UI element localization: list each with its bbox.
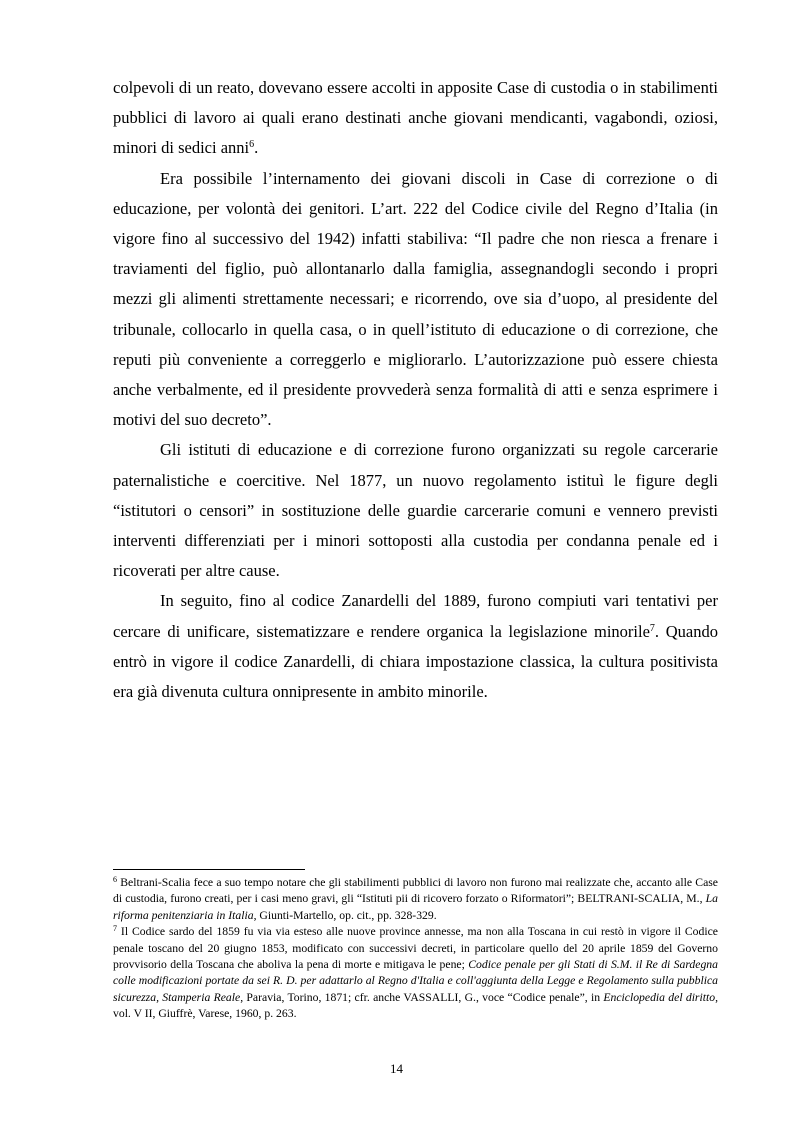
footnote-separator bbox=[113, 869, 305, 870]
footnote-6-text-a: Beltrani-Scalia fece a suo tempo notare che gli stabilimenti pubblici di lavoro non furono mai realizzate che, accanto alle Case di custodia, furono creati, per i casi meno gravi, gli “Istituti pii di ricovero forzato o Riformatori”; BELTRANI-SCALIA, M., bbox=[113, 876, 718, 906]
footnote-7 bbox=[113, 924, 718, 1022]
footnote-7-text-a: Il Codice sardo del 1859 fu via via esteso alle nuove province annesse, ma non alla Toscana in cui restò in vigore il Codice penale toscano del 20 giugno 1853, modificato con successivi decreti, in particolare quello del 20 aprile 1859 del Governo provvisorio della Toscana che aboliva la pena di morte e mitigava le pene; bbox=[113, 925, 718, 972]
footnote-6-text-b: , Giunti-Martello, op. cit., pp. 328-329. bbox=[253, 908, 437, 922]
footnote-6 bbox=[113, 875, 718, 924]
footnote-6-title: La riforma penitenziaria in Italia bbox=[113, 892, 718, 922]
footnote-6-number: 6 bbox=[113, 875, 117, 884]
footnote-7-text-c: , vol. V II, Giuffrè, Varese, 1960, p. 263. bbox=[113, 990, 718, 1021]
paragraph-3: Gli istituti di educazione e di correzione furono organizzati su regole carcerarie paternalistiche e coercitive. Nel 1877, un nuovo regolamento istituì le figure degli “istitutori o censori” in sostituzione delle guardie carcerarie comuni e vennero previsti interventi differenziati per i minori sottoposti alla custodia per condanna penale ed i ricoverati per altre cause. bbox=[113, 440, 718, 581]
paragraph-1-end: . bbox=[254, 138, 259, 158]
footnote-7-title: Codice penale per gli Stati di S.M. il Re di Sardegna colle modificazioni portate da sei R. D. per adattarlo al Regno d'Italia e coll'aggiunta della Legge e Regolamento sulla pubblica sicurezza, Stamperia Reale bbox=[113, 958, 718, 1004]
paragraph-4-end: . bbox=[654, 621, 660, 641]
footnotes bbox=[113, 875, 718, 1023]
page-number: 14 bbox=[390, 1061, 403, 1076]
paragraph-1-text: colpevoli di un reato, dovevano essere accolti in apposite Case di custodia o in stabilimenti pubblici di lavoro ai quali erano destinati anche giovani mendicanti, vagabondi, oziosi, minori di sedici anni bbox=[113, 78, 718, 158]
paragraph-2: Era possibile l’internamento dei giovani discoli in Case di correzione o di educazione, per volontà dei genitori. L’art. 222 del Codice civile del Regno d’Italia (in vigore fino al successivo del 1942) infatti stabiliva: “Il padre che non riesca a frenare i traviamenti del figlio, può allontanarlo dalla famiglia, assegnandogli secondo i propri mezzi gli alimenti strettamente necessari; e ricorrendo, ove sia d’uopo, al presidente del tribunale, collocarlo in quella casa, o in quell’istituto di educazione o di correzione, che reputi più conveniente a correggerlo e migliorarlo. L’autorizzazione può essere chiesta anche verbalmente, ed il presidente provvederà senza formalità di atti e senza esprimere i motivi del suo decreto”. bbox=[113, 168, 718, 430]
paragraph-4 bbox=[113, 586, 718, 707]
footnote-7-text-b: , Paravia, Torino, 1871; cfr. anche VASSALLI, G., voce “Codice penale”, in bbox=[240, 990, 604, 1004]
footnote-7-title-2: Enciclopedia del diritto bbox=[603, 990, 716, 1004]
footnote-7-number: 7 bbox=[113, 924, 117, 934]
paragraph-4-text: In seguito, fino al codice Zanardelli del 1889, furono compiuti vari tentativi per cercare di unificare, sistematizzare e rendere organica la legislazione minorile bbox=[113, 591, 718, 641]
footnote-ref-7[interactable]: 7 bbox=[649, 622, 655, 634]
paragraph-1 bbox=[113, 73, 718, 164]
body-text bbox=[113, 73, 718, 707]
footnote-ref-6[interactable]: 6 bbox=[249, 139, 255, 151]
paragraph-4-continuation: Quando entrò in vigore il codice Zanardelli, di chiara impostazione classica, la cultura positivista era già divenuta cultura onnipresente in ambito minorile. bbox=[113, 621, 719, 702]
